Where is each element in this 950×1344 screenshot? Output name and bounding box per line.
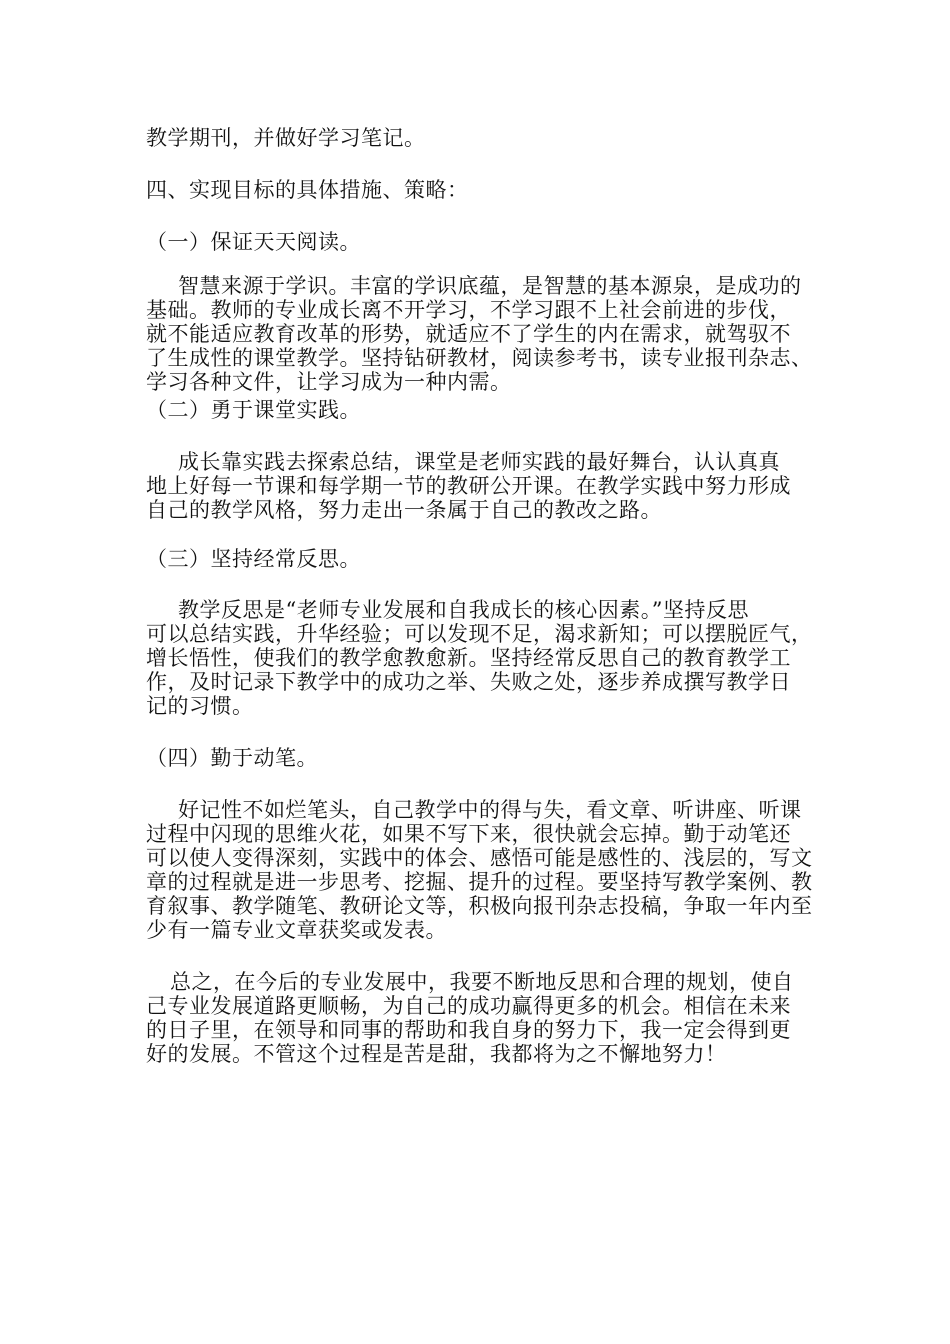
paragraph-line: 智慧来源于学识。丰富的学识底蕴，是智慧的基本源泉，是成功的 xyxy=(178,274,802,298)
paragraph-line: 基础。教师的专业成长离不开学习，不学习跟不上社会前进的步伐， xyxy=(146,298,791,322)
paragraph-line: 育叙事、教学随笔、教研论文等，积极向报刊杂志投稿，争取一年内至 xyxy=(146,894,813,918)
paragraph-line: 少有一篇专业文章获奖或发表。 xyxy=(146,918,447,942)
paragraph-line: 记的习惯。 xyxy=(146,694,254,718)
paragraph-line: 地上好每一节课和每学期一节的教研公开课。在教学实践中努力形成 xyxy=(146,474,791,498)
paragraph-line: 作，及时记录下教学中的成功之举、失败之处，逐步养成撰写教学日 xyxy=(146,670,791,694)
paragraph-line: 了生成性的课堂教学。坚持钻研教材，阅读参考书，读专业报刊杂志、 xyxy=(146,346,813,370)
paragraph-line: 过程中闪现的思维火花，如果不写下来，很快就会忘掉。勤于动笔还 xyxy=(146,822,791,846)
paragraph-line: 好记性不如烂笔头，自己教学中的得与失，看文章、听讲座、听课 xyxy=(178,798,802,822)
paragraph-line: 可以使人变得深刻，实践中的体会、感悟可能是感性的、浅层的，写文 xyxy=(146,846,813,870)
paragraph-line: 教学反思是“老师专业发展和自我成长的核心因素。”坚持反思 xyxy=(178,598,749,622)
conclusion-line: 己专业发展道路更顺畅，为自己的成功赢得更多的机会。相信在未来 xyxy=(146,994,791,1018)
paragraph-line: 章的过程就是进一步思考、挖掘、提升的过程。要坚持写教学案例、教 xyxy=(146,870,813,894)
subsection-heading-2: （二）勇于课堂实践。 xyxy=(146,398,361,422)
section-title: 四、实现目标的具体措施、策略： xyxy=(146,178,469,202)
paragraph-line: 自己的教学风格，努力走出一条属于自己的教改之路。 xyxy=(146,498,662,522)
subsection-heading-1: （一）保证天天阅读。 xyxy=(146,230,361,254)
paragraph-line: 增长悟性，使我们的教学愈教愈新。坚持经常反思自己的教育教学工 xyxy=(146,646,791,670)
paragraph-line: 成长靠实践去探索总结，课堂是老师实践的最好舞台，认认真真 xyxy=(178,450,780,474)
intro-tail-line: 教学期刊，并做好学习笔记。 xyxy=(146,126,426,150)
paragraph-line: 学习各种文件，让学习成为一种内需。 xyxy=(146,370,512,394)
paragraph-line: 就不能适应教育改革的形势，就适应不了学生的内在需求，就驾驭不 xyxy=(146,322,791,346)
paragraph-line: 可以总结实践，升华经验；可以发现不足，渴求新知；可以摆脱匠气， xyxy=(146,622,813,646)
subsection-heading-3: （三）坚持经常反思。 xyxy=(146,547,361,571)
conclusion-line: 的日子里，在领导和同事的帮助和我自身的努力下，我一定会得到更 xyxy=(146,1018,791,1042)
subsection-heading-4: （四）勤于动笔。 xyxy=(146,746,318,770)
conclusion-line: 总之，在今后的专业发展中，我要不断地反思和合理的规划，使自 xyxy=(170,970,794,994)
conclusion-line: 好的发展。不管这个过程是苦是甜，我都将为之不懈地努力！ xyxy=(146,1042,727,1066)
